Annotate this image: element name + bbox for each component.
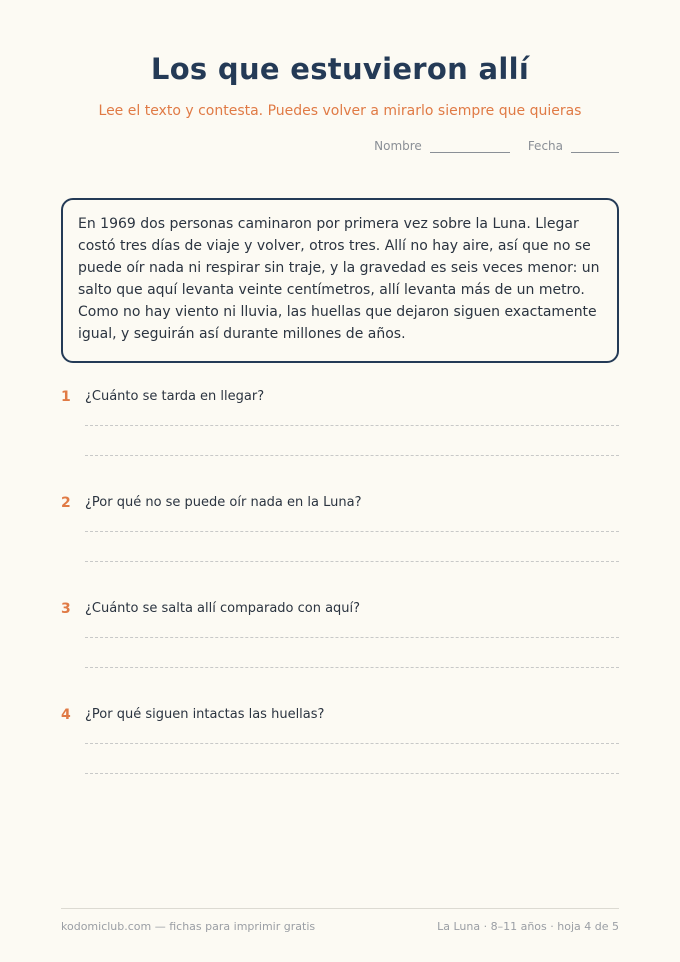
date-blank-line [571, 140, 619, 153]
answer-line [85, 667, 619, 668]
question-text: ¿Cuánto se tarda en llegar? [85, 389, 265, 404]
question-number: 1 [61, 389, 71, 405]
question-number: 4 [61, 707, 71, 723]
date-label: Fecha [527, 139, 563, 153]
answer-line [85, 637, 619, 638]
question-number: 3 [61, 601, 71, 617]
answer-line [85, 455, 619, 456]
question-text: ¿Cuánto se salta allí comparado con aquí? [85, 601, 361, 616]
answer-line [85, 561, 619, 562]
name-label: Nombre [374, 139, 422, 153]
passage-text: En 1969 dos personas caminaron por primera vez sobre la Luna. Llegar costó tres días de viaje y volver, otros tres. Allí no hay aire, así que no se puede oír nada ni respirar sin traje, y la gravedad es seis veces menor: un salto que aquí levanta veinte centímetros, allí levanta más de un metro. Como no hay viento ni lluvia, las huellas que dejaron siguen exactamente igual, y seguirán así durante millones de años. [78, 216, 600, 342]
name-date-fields [374, 139, 619, 153]
question-number: 2 [61, 495, 71, 511]
answer-line [85, 743, 619, 744]
question-text: ¿Por qué siguen intactas las huellas? [85, 707, 325, 722]
name-blank-line [430, 140, 510, 153]
reading-passage [61, 198, 619, 363]
page-title: Los que estuvieron allí [150, 52, 530, 86]
footer-divider [61, 908, 619, 909]
answer-line [85, 531, 619, 532]
footer-site-credit: kodomiclub.com — fichas para imprimir gratis [61, 920, 316, 933]
answer-line [85, 773, 619, 774]
answer-line [85, 425, 619, 426]
question-text: ¿Por qué no se puede oír nada en la Luna? [85, 495, 362, 510]
page-subtitle: Lee el texto y contesta. Puedes volver a mirarlo siempre que quieras [98, 103, 582, 119]
footer-page-info: La Luna · 8–11 años · hoja 4 de 5 [437, 920, 619, 933]
